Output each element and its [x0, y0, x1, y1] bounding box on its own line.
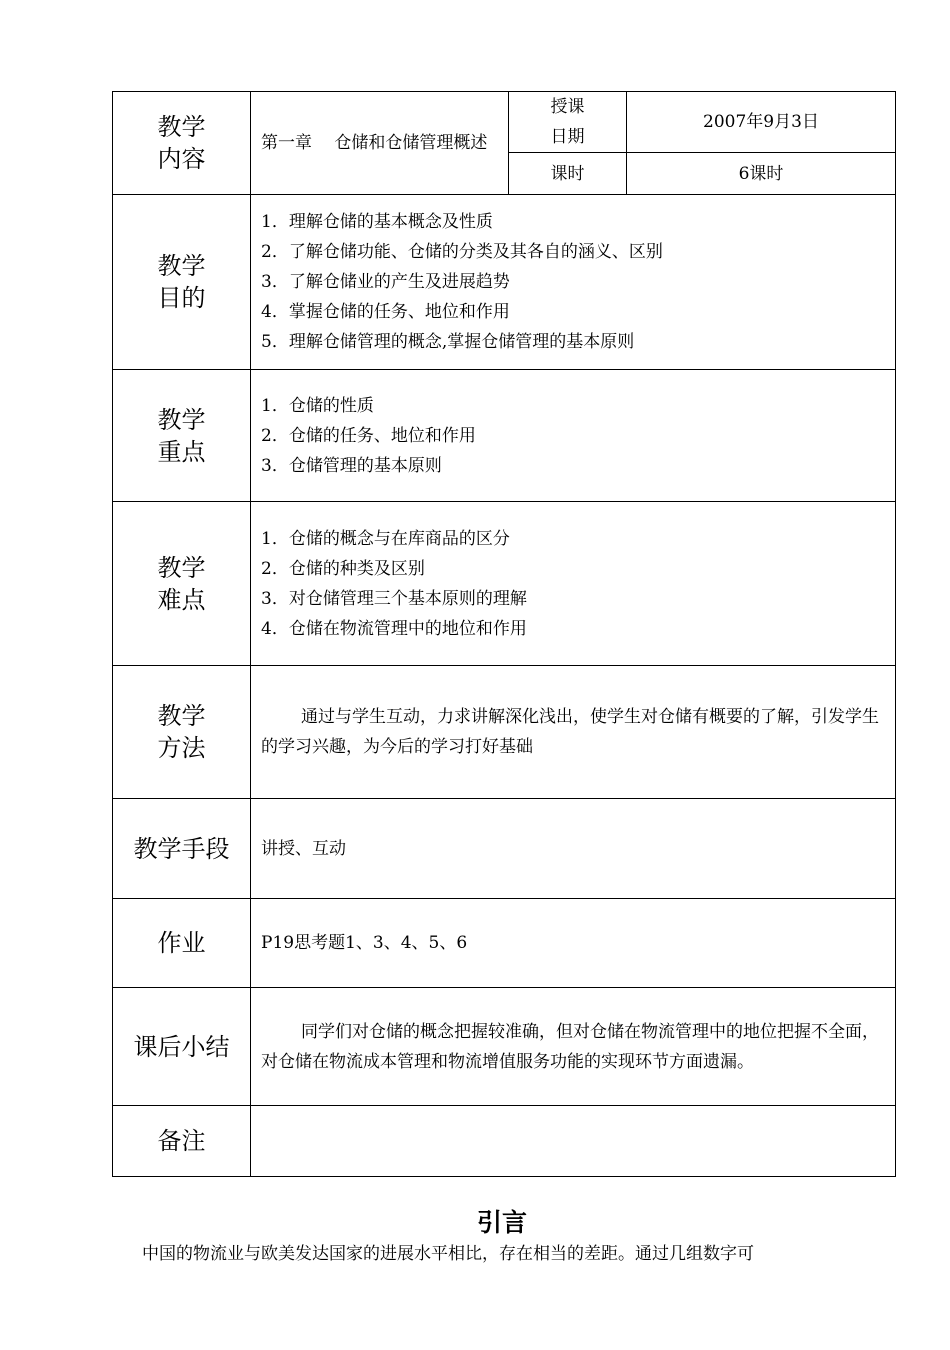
goals-cell: [251, 195, 896, 370]
hours-value-text: 6课时: [738, 163, 784, 184]
key-label-text: 教学 重点: [157, 405, 206, 466]
notes-label-text: 备注: [157, 1127, 206, 1155]
summary-cell: [251, 988, 896, 1106]
goal-item: 5．理解仓储管理的概念,掌握仓储管理的基本原则: [261, 332, 635, 352]
goal-item: 2．了解仓储功能、仓储的分类及其各自的涵义、区别: [261, 242, 663, 262]
date-value-text: 2007年9月3日: [703, 112, 819, 132]
content-value-text: 第一章 仓储和仓储管理概述: [261, 133, 488, 153]
method-label: [113, 666, 251, 799]
hours-label-text: 课时: [550, 163, 585, 184]
difficult-cell: [251, 502, 896, 666]
means-cell: [251, 799, 896, 899]
key-points-list: [261, 391, 885, 481]
hours-label: [509, 153, 627, 195]
key-point-item: 1．仓储的性质: [261, 395, 374, 416]
method-cell: [251, 666, 896, 799]
difficult-label-text: 教学 难点: [157, 553, 206, 614]
goals-list: [261, 207, 885, 357]
notes-label: [113, 1106, 251, 1177]
key-label: [113, 370, 251, 502]
homework-label-text: 作业: [157, 929, 206, 957]
content-label: [113, 92, 251, 195]
date-value: [627, 92, 896, 153]
method-label-text: 教学 方法: [157, 702, 206, 762]
goal-item: 1．理解仓储的基本概念及性质: [261, 212, 493, 232]
difficult-points-list: [261, 524, 885, 644]
section-title: 引言: [476, 1208, 527, 1237]
date-label: [509, 92, 627, 153]
goals-label: [113, 195, 251, 370]
difficult-point-item: 2．仓储的种类及区别: [261, 558, 425, 579]
homework-cell: [251, 899, 896, 988]
content-value: [251, 92, 509, 195]
summary-label: [113, 988, 251, 1106]
homework-label: [113, 899, 251, 988]
intro-paragraph: 中国的物流业与欧美发达国家的进展水平相比，存在相当的差距。通过几组数字可: [142, 1244, 754, 1264]
summary-label-text: 课后小结: [133, 1032, 230, 1061]
difficult-point-item: 1．仓储的概念与在库商品的区分: [261, 528, 510, 549]
hours-value: [627, 153, 896, 195]
homework-text: P19思考题1、3、4、5、6: [261, 933, 468, 953]
key-point-item: 2．仓储的任务、地位和作用: [261, 425, 476, 446]
content-label-text: 教学 内容: [157, 113, 206, 173]
key-point-item: 3．仓储管理的基本原则: [261, 455, 442, 476]
goal-item: 3．了解仓储业的产生及进展趋势: [261, 272, 510, 292]
notes-cell: [251, 1106, 896, 1177]
goals-label-text: 教学 目的: [157, 252, 206, 312]
key-cell: [251, 370, 896, 502]
means-text: 讲授、互动: [261, 838, 346, 859]
means-label-text: 教学手段: [133, 834, 230, 863]
lesson-plan-table: [112, 91, 896, 1177]
difficult-point-item: 3．对仓储管理三个基本原则的理解: [261, 588, 527, 609]
method-text: 通过与学生互动，力求讲解深化浅出，使学生对仓储有概要的了解，引发学生的学习兴趣，为今后的学习打好基础: [261, 707, 879, 757]
difficult-label: [113, 502, 251, 666]
goal-item: 4．掌握仓储的任务、地位和作用: [261, 302, 510, 322]
difficult-point-item: 4．仓储在物流管理中的地位和作用: [261, 618, 527, 639]
summary-text: 同学们对仓储的概念把握较准确，但对仓储在物流管理中的地位把握不全面，对仓储在物流成本管理和物流增值服务功能的实现环节方面遗漏。: [261, 1021, 879, 1072]
date-label-text: 授课 日期: [550, 97, 585, 147]
means-label: [113, 799, 251, 899]
